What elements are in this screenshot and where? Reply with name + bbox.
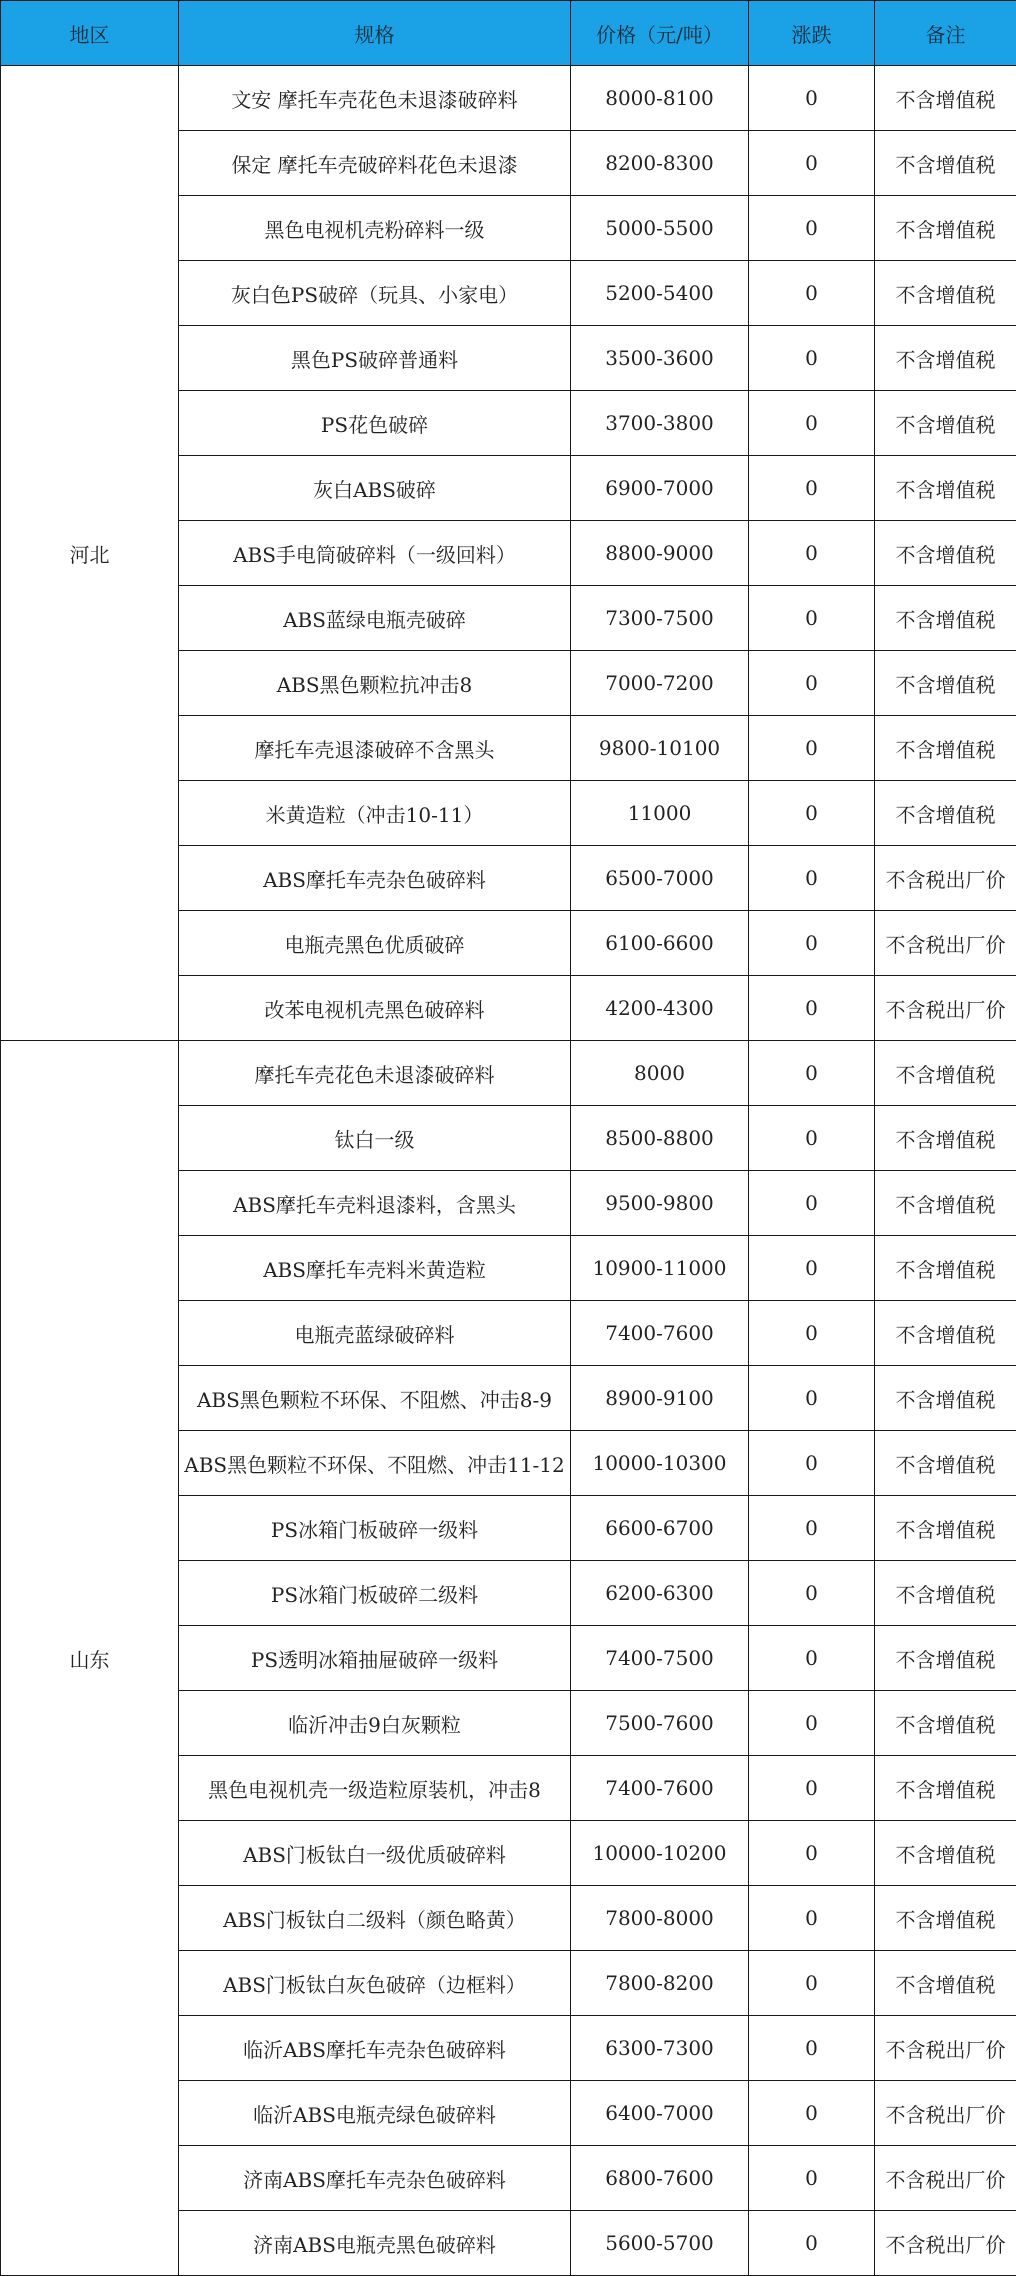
- change-cell: 0: [749, 781, 875, 846]
- price-cell: 9800-10100: [571, 716, 749, 781]
- region-cell: 河北: [1, 66, 179, 1041]
- note-cell: 不含增值税: [875, 1236, 1016, 1301]
- spec-cell: ABS门板钛白二级料（颜色略黄）: [179, 1886, 571, 1951]
- spec-cell: 电瓶壳黑色优质破碎: [179, 911, 571, 976]
- price-cell: 8900-9100: [571, 1366, 749, 1431]
- note-cell: 不含增值税: [875, 1561, 1016, 1626]
- change-cell: 0: [749, 2016, 875, 2081]
- change-cell: 0: [749, 326, 875, 391]
- change-cell: 0: [749, 521, 875, 586]
- spec-cell: ABS黑色颗粒抗冲击8: [179, 651, 571, 716]
- note-cell: 不含增值税: [875, 1171, 1016, 1236]
- note-cell: 不含增值税: [875, 1691, 1016, 1756]
- spec-cell: 黑色电视机壳一级造粒原装机，冲击8: [179, 1756, 571, 1821]
- note-cell: 不含增值税: [875, 261, 1016, 326]
- header-change: 涨跌: [749, 1, 875, 66]
- note-cell: 不含增值税: [875, 1626, 1016, 1691]
- spec-cell: ABS黑色颗粒不环保、不阻燃、冲击8-9: [179, 1366, 571, 1431]
- spec-cell: 米黄造粒（冲击10-11）: [179, 781, 571, 846]
- change-cell: 0: [749, 1041, 875, 1106]
- price-cell: 10000-10200: [571, 1821, 749, 1886]
- price-cell: 6600-6700: [571, 1496, 749, 1561]
- change-cell: 0: [749, 261, 875, 326]
- change-cell: 0: [749, 651, 875, 716]
- price-cell: 6100-6600: [571, 911, 749, 976]
- note-cell: 不含增值税: [875, 1301, 1016, 1366]
- note-cell: 不含增值税: [875, 1951, 1016, 2016]
- price-cell: 6800-7600: [571, 2146, 749, 2211]
- change-cell: 0: [749, 2081, 875, 2146]
- header-spec: 规格: [179, 1, 571, 66]
- spec-cell: 临沂ABS电瓶壳绿色破碎料: [179, 2081, 571, 2146]
- note-cell: 不含税出厂价: [875, 976, 1016, 1041]
- note-cell: 不含增值税: [875, 1886, 1016, 1951]
- change-cell: 0: [749, 1366, 875, 1431]
- change-cell: 0: [749, 976, 875, 1041]
- spec-cell: 济南ABS摩托车壳杂色破碎料: [179, 2146, 571, 2211]
- change-cell: 0: [749, 1106, 875, 1171]
- change-cell: 0: [749, 131, 875, 196]
- price-cell: 8200-8300: [571, 131, 749, 196]
- spec-cell: 保定 摩托车壳破碎料花色未退漆: [179, 131, 571, 196]
- note-cell: 不含增值税: [875, 521, 1016, 586]
- price-cell: 3700-3800: [571, 391, 749, 456]
- spec-cell: 灰白ABS破碎: [179, 456, 571, 521]
- change-cell: 0: [749, 196, 875, 261]
- price-cell: 10000-10300: [571, 1431, 749, 1496]
- change-cell: 0: [749, 66, 875, 131]
- spec-cell: 济南ABS电瓶壳黑色破碎料: [179, 2211, 571, 2276]
- header-price: 价格（元/吨）: [571, 1, 749, 66]
- spec-cell: 摩托车壳花色未退漆破碎料: [179, 1041, 571, 1106]
- change-cell: 0: [749, 391, 875, 456]
- price-cell: 7400-7500: [571, 1626, 749, 1691]
- price-cell: 5600-5700: [571, 2211, 749, 2276]
- note-cell: 不含增值税: [875, 1431, 1016, 1496]
- price-cell: 11000: [571, 781, 749, 846]
- change-cell: 0: [749, 1301, 875, 1366]
- change-cell: 0: [749, 1691, 875, 1756]
- table-row: [1, 1041, 1016, 1106]
- spec-cell: ABS摩托车壳料退漆料，含黑头: [179, 1171, 571, 1236]
- table-row: [1, 66, 1016, 131]
- spec-cell: ABS黑色颗粒不环保、不阻燃、冲击11-12: [179, 1431, 571, 1496]
- note-cell: 不含增值税: [875, 326, 1016, 391]
- spec-cell: ABS摩托车壳料米黄造粒: [179, 1236, 571, 1301]
- price-cell: 8000-8100: [571, 66, 749, 131]
- price-cell: 3500-3600: [571, 326, 749, 391]
- spec-cell: 黑色PS破碎普通料: [179, 326, 571, 391]
- change-cell: 0: [749, 1821, 875, 1886]
- spec-cell: ABS摩托车壳杂色破碎料: [179, 846, 571, 911]
- price-cell: 5000-5500: [571, 196, 749, 261]
- change-cell: 0: [749, 1496, 875, 1561]
- price-cell: 4200-4300: [571, 976, 749, 1041]
- note-cell: 不含税出厂价: [875, 846, 1016, 911]
- spec-cell: 临沂冲击9白灰颗粒: [179, 1691, 571, 1756]
- price-cell: 8500-8800: [571, 1106, 749, 1171]
- price-cell: 7800-8000: [571, 1886, 749, 1951]
- price-cell: 6300-7300: [571, 2016, 749, 2081]
- change-cell: 0: [749, 456, 875, 521]
- note-cell: 不含增值税: [875, 456, 1016, 521]
- note-cell: 不含增值税: [875, 1821, 1016, 1886]
- spec-cell: 钛白一级: [179, 1106, 571, 1171]
- price-cell: 7400-7600: [571, 1301, 749, 1366]
- price-cell: 6400-7000: [571, 2081, 749, 2146]
- spec-cell: ABS手电筒破碎料（一级回料）: [179, 521, 571, 586]
- spec-cell: 黑色电视机壳粉碎料一级: [179, 196, 571, 261]
- header-note: 备注: [875, 1, 1016, 66]
- spec-cell: 改苯电视机壳黑色破碎料: [179, 976, 571, 1041]
- note-cell: 不含增值税: [875, 196, 1016, 261]
- spec-cell: PS冰箱门板破碎二级料: [179, 1561, 571, 1626]
- note-cell: 不含增值税: [875, 391, 1016, 456]
- change-cell: 0: [749, 1431, 875, 1496]
- price-cell: 7400-7600: [571, 1756, 749, 1821]
- note-cell: 不含增值税: [875, 131, 1016, 196]
- note-cell: 不含增值税: [875, 781, 1016, 846]
- change-cell: 0: [749, 1171, 875, 1236]
- price-cell: 10900-11000: [571, 1236, 749, 1301]
- price-cell: 6200-6300: [571, 1561, 749, 1626]
- change-cell: 0: [749, 586, 875, 651]
- change-cell: 0: [749, 2211, 875, 2276]
- note-cell: 不含增值税: [875, 586, 1016, 651]
- note-cell: 不含增值税: [875, 66, 1016, 131]
- price-cell: 9500-9800: [571, 1171, 749, 1236]
- spec-cell: ABS蓝绿电瓶壳破碎: [179, 586, 571, 651]
- change-cell: 0: [749, 1236, 875, 1301]
- change-cell: 0: [749, 1886, 875, 1951]
- price-cell: 8000: [571, 1041, 749, 1106]
- price-cell: 7800-8200: [571, 1951, 749, 2016]
- note-cell: 不含税出厂价: [875, 2146, 1016, 2211]
- note-cell: 不含税出厂价: [875, 2081, 1016, 2146]
- change-cell: 0: [749, 1951, 875, 2016]
- spec-cell: PS透明冰箱抽屉破碎一级料: [179, 1626, 571, 1691]
- spec-cell: 电瓶壳蓝绿破碎料: [179, 1301, 571, 1366]
- spec-cell: PS冰箱门板破碎一级料: [179, 1496, 571, 1561]
- spec-cell: ABS门板钛白灰色破碎（边框料）: [179, 1951, 571, 2016]
- spec-cell: PS花色破碎: [179, 391, 571, 456]
- note-cell: 不含增值税: [875, 1496, 1016, 1561]
- change-cell: 0: [749, 846, 875, 911]
- spec-cell: 灰白色PS破碎（玩具、小家电）: [179, 261, 571, 326]
- change-cell: 0: [749, 1561, 875, 1626]
- price-cell: 7000-7200: [571, 651, 749, 716]
- price-cell: 7500-7600: [571, 1691, 749, 1756]
- note-cell: 不含税出厂价: [875, 2016, 1016, 2081]
- spec-cell: ABS门板钛白一级优质破碎料: [179, 1821, 571, 1886]
- change-cell: 0: [749, 1756, 875, 1821]
- price-cell: 6900-7000: [571, 456, 749, 521]
- note-cell: 不含增值税: [875, 1041, 1016, 1106]
- note-cell: 不含税出厂价: [875, 2211, 1016, 2276]
- spec-cell: 摩托车壳退漆破碎不含黑头: [179, 716, 571, 781]
- note-cell: 不含增值税: [875, 1106, 1016, 1171]
- change-cell: 0: [749, 911, 875, 976]
- change-cell: 0: [749, 1626, 875, 1691]
- note-cell: 不含增值税: [875, 651, 1016, 716]
- spec-cell: 文安 摩托车壳花色未退漆破碎料: [179, 66, 571, 131]
- change-cell: 0: [749, 716, 875, 781]
- header-row: [1, 1, 1016, 66]
- note-cell: 不含税出厂价: [875, 911, 1016, 976]
- price-cell: 6500-7000: [571, 846, 749, 911]
- region-cell: 山东: [1, 1041, 179, 2276]
- note-cell: 不含增值税: [875, 1366, 1016, 1431]
- price-cell: 8800-9000: [571, 521, 749, 586]
- header-region: 地区: [1, 1, 179, 66]
- table-body: [1, 66, 1016, 2276]
- note-cell: 不含增值税: [875, 716, 1016, 781]
- change-cell: 0: [749, 2146, 875, 2211]
- spec-cell: 临沂ABS摩托车壳杂色破碎料: [179, 2016, 571, 2081]
- price-cell: 5200-5400: [571, 261, 749, 326]
- note-cell: 不含增值税: [875, 1756, 1016, 1821]
- price-cell: 7300-7500: [571, 586, 749, 651]
